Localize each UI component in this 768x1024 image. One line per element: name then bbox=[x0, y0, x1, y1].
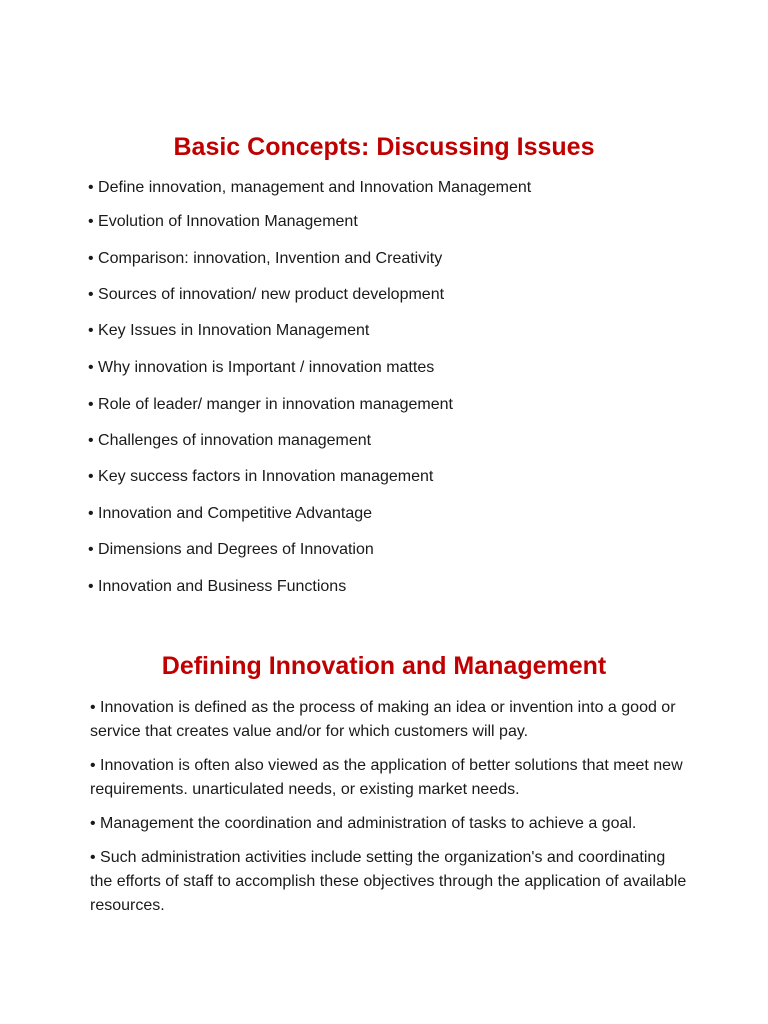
list-item: • Key Issues in Innovation Management bbox=[88, 322, 370, 339]
list-item: • Innovation and Business Functions bbox=[88, 578, 347, 595]
list-item: • Evolution of Innovation Management bbox=[88, 213, 358, 230]
list-item: • Why innovation is Important / innovation mattes bbox=[88, 359, 435, 376]
paragraph: • Management the coordination and administration of tasks to achieve a goal. bbox=[90, 815, 637, 832]
list-item: • Innovation and Competitive Advantage bbox=[88, 505, 373, 522]
list-item: • Dimensions and Degrees of Innovation bbox=[88, 541, 374, 558]
paragraph: • Innovation is defined as the process of making an idea or invention into a good or service that creates value and/or for which customers will pay. bbox=[90, 699, 676, 740]
list-item: • Sources of innovation/ new product development bbox=[88, 286, 445, 303]
list-item: • Comparison: innovation, Invention and Creativity bbox=[88, 250, 443, 267]
list-item: • Key success factors in Innovation management bbox=[88, 468, 434, 485]
list-item: • Role of leader/ manger in innovation management bbox=[88, 396, 453, 413]
paragraph: • Such administration activities include setting the organization's and coordinating the efforts of staff to accomplish these objectives through the application of available resources. bbox=[90, 849, 687, 914]
paragraph: • Innovation is often also viewed as the application of better solutions that meet new requirements. unarticulated needs, or existing market needs. bbox=[90, 757, 683, 798]
list-item: • Challenges of innovation management bbox=[88, 432, 372, 449]
list-item: • Define innovation, management and Innovation Management bbox=[88, 179, 532, 196]
section-title-basic-concepts: Basic Concepts: Discussing Issues bbox=[173, 133, 595, 161]
section-title-defining-innovation: Defining Innovation and Management bbox=[161, 652, 607, 680]
